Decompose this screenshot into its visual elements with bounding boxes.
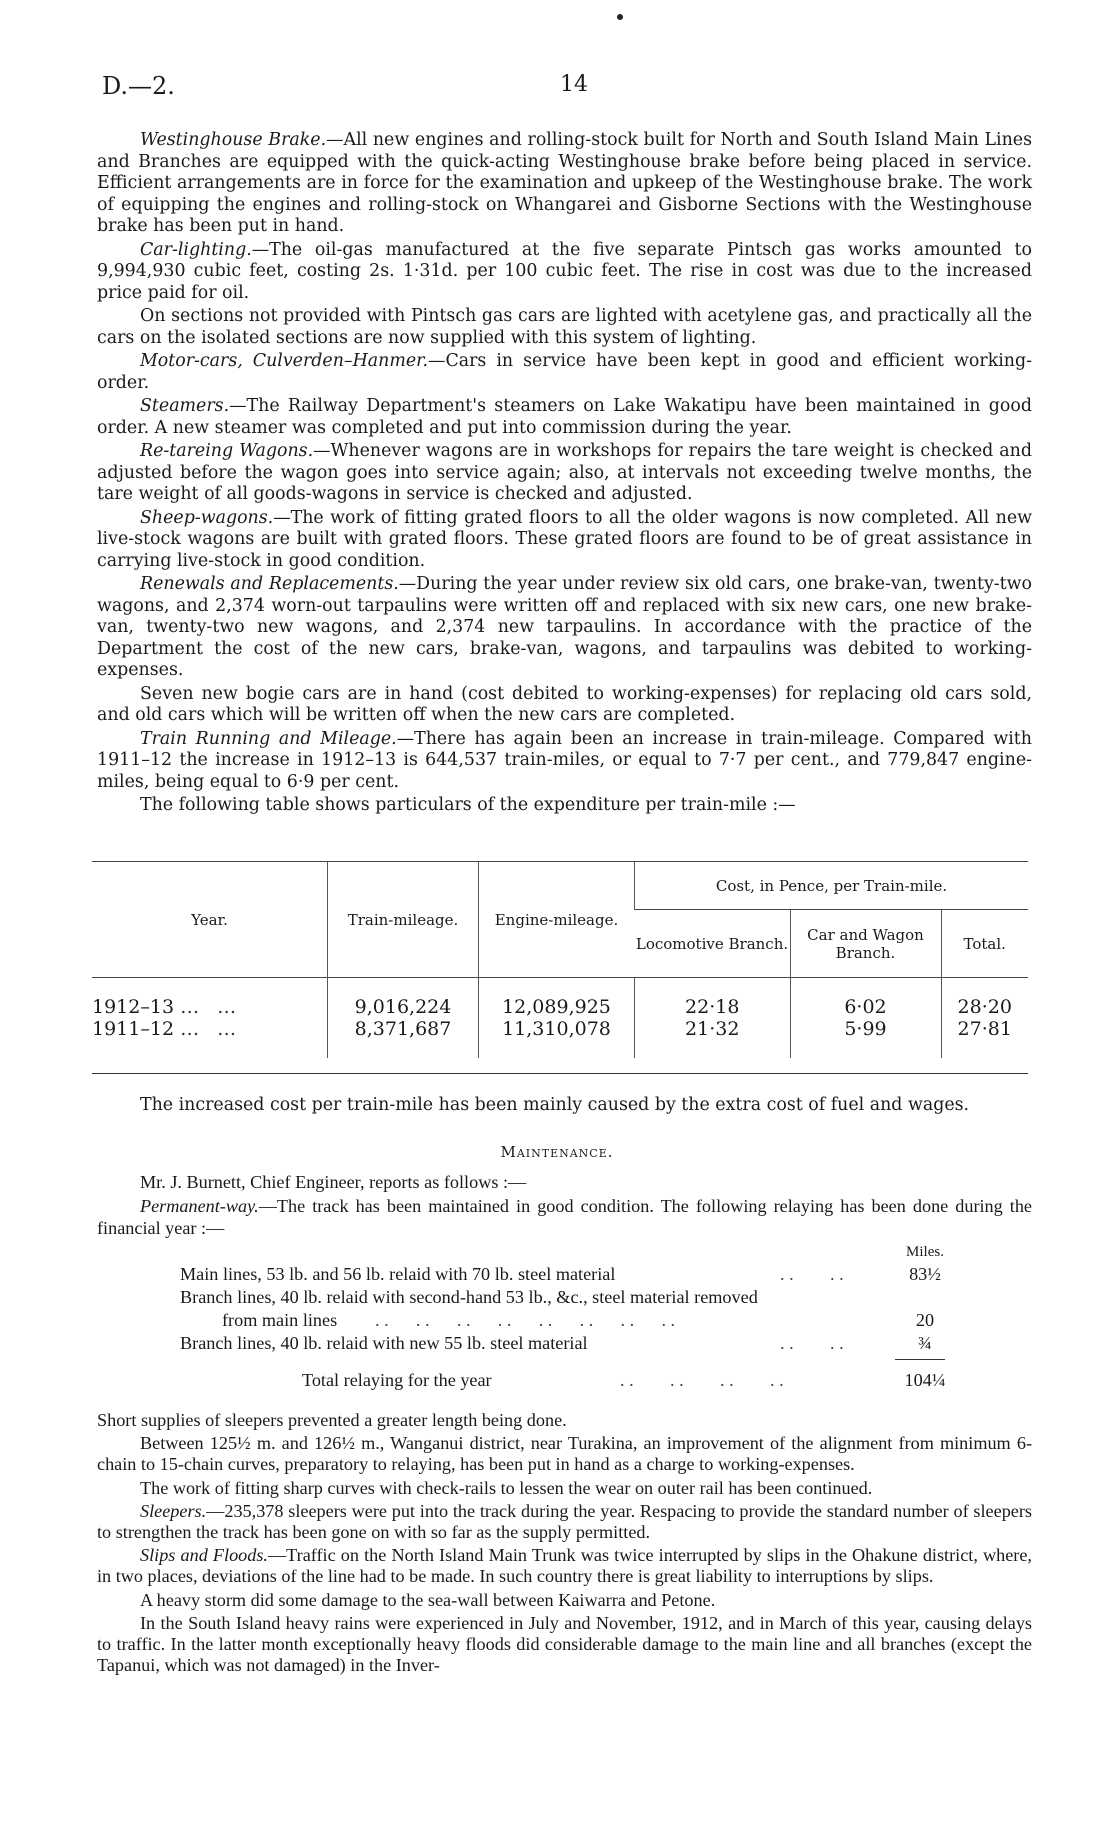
table-cell-engine: 12,089,925 (479, 978, 635, 1018)
relaying-list (180, 1244, 950, 1393)
paragraph: Sleepers.—235,378 sleepers were put into the track during the year. Respacing to provide the standard number of sleepers to strengthen the track has been gone on with so far as the supply permitted. (97, 1500, 1032, 1543)
header-total: Total. (941, 910, 1028, 978)
header-car-wagon: Car and Wagon Branch. (790, 910, 941, 978)
paragraph: Slips and Floods.—Traffic on the North Island Main Trunk was twice interrupted by slips in the Ohakune district, where, in two places, deviations of the line had to be made. In such country there is great liability to interruptions by slips. (97, 1545, 1032, 1587)
header-locomotive: Locomotive Branch. (635, 910, 791, 978)
table-cell-loco: 21·32 (635, 1018, 791, 1058)
paragraph: The following table shows particulars of the expenditure per train-mile :— (140, 795, 796, 815)
paragraph: In the South Island heavy rains were experienced in July and November, 1912, and in March of this year, causing delays to traffic. In the latter month exceptionally heavy floods did considerable damage to the main line and all branches (except the Tapanui, which was not damaged) in the Inver- (97, 1612, 1032, 1676)
paragraph: Sheep-wagons.—The work of fitting grated floors to all the older wagons is now completed. All new live-stock wagons are built with grated floors. These grated floors are found to be of great assistance in carrying live-stock in good condition. (97, 507, 1032, 571)
paragraph: Car-lighting.—The oil-gas manufactured at the five separate Pintsch gas works amounted to 9,994,930 cubic feet, costing 2s. 1·31d. per 100 cubic feet. The rise in cost was due to the increased price paid for oil. (97, 239, 1032, 303)
document-reference: D.—2. (102, 72, 175, 100)
table-cell-total: 28·20 (941, 978, 1028, 1018)
paragraph: The work of fitting sharp curves with check-rails to lessen the wear on outer rail has been continued. (140, 1477, 873, 1498)
list-item: Branch lines, 40 lb. relaid with new 55 lb. steel material . . . . ¾ (180, 1333, 932, 1353)
table-bottom-rule (92, 1073, 1028, 1074)
section-heading: Maintenance. (500, 1143, 614, 1161)
paragraph: A heavy storm did some damage to the sea-wall between Kaiwarra and Petone. (140, 1589, 716, 1610)
table-cell-car: 6·02 (790, 978, 941, 1018)
table-cell-train: 8,371,687 (328, 1018, 479, 1058)
header-cost-group: Cost, in Pence, per Train-mile. (635, 862, 1029, 910)
table-cell-car: 5·99 (790, 1018, 941, 1058)
list-item: Main lines, 53 lb. and 56 lb. relaid with 70 lb. steel material . . . . 83½ (180, 1264, 941, 1284)
paragraph: Train Running and Mileage.—There has again been an increase in train-mileage. Compared with 1911–12 the increase in 1912–13 is 644,537 train-miles, or equal to 7·7 per cent., and 779,847 engine-miles, being equal to 6·9 per cent. (97, 728, 1032, 792)
table-cell-engine: 11,310,078 (479, 1018, 635, 1058)
paragraph: Renewals and Replacements.—During the year under review six old cars, one brake-van, twenty-two wagons, and 2,374 worn-out tarpaulins were written off and replaced with six new cars, one new brake-van, twenty-two new wagons, and 2,374 new tarpaulins. In accordance with the practice of the Department the cost of the new cars, brake-van, wagons, and tarpaulins was debited to working-expenses. (97, 574, 1032, 680)
table-row-year: 1912–13 … … (92, 996, 243, 1018)
body-text-bottom (97, 1410, 1032, 1678)
sum-rule (895, 1359, 945, 1360)
paragraph: Re-tareing Wagons.—Whenever wagons are in workshops for repairs the tare weight is checked and adjusted before the wagon goes into service again; also, at intervals not exceeding twelve months, the tare weight of all goods-wagons in service is checked and adjusted. (97, 441, 1033, 504)
table-cell-train: 9,016,224 (328, 978, 479, 1018)
paragraph: Westinghouse Brake.—All new engines and rolling-stock built for North and South Island Main Lines and Branches are equipped with the quick-acting Westinghouse brake before being placed in service. Efficient arrangements are in force for the examination and upkeep of the Westinghouse brake. The work of equipping the engines and rolling-stock on Whangarei and Gisborne Sections with the Westinghouse brake has been put in hand. (97, 130, 1032, 236)
paragraph: Motor-cars, Culverden–Hanmer.—Cars in service have been kept in good and efficient working-order. (97, 351, 1033, 393)
table-cell-loco: 22·18 (635, 978, 791, 1018)
speck-mark (617, 14, 623, 20)
body-text-top (97, 130, 1032, 819)
paragraph: Mr. J. Burnett, Chief Engineer, reports as follows :— (140, 1172, 527, 1192)
table-row-year: 1911–12 … … (92, 1018, 243, 1040)
list-item: Branch lines, 40 lb. relaid with second-hand 53 lb., &c., steel material removed (180, 1287, 758, 1307)
list-item: from main lines . . . . . . . . . . . . . . . . 20 (222, 1310, 935, 1330)
paragraph: Seven new bogie cars are in hand (cost debited to working-expenses) for replacing old cars sold, and old cars which will be written off when the new cars are completed. (97, 683, 1032, 725)
paragraph: Between 125½ m. and 126½ m., Wanganui district, near Turakina, an improvement of the alignment from minimum 6-chain to 15-chain curves, preparatory to relaying, has been put in hand as a charge to working-expenses. (97, 1433, 1032, 1475)
miles-unit: Miles. (906, 1244, 944, 1260)
page-number: 14 (560, 72, 588, 97)
body-text-maintenance (97, 1172, 1032, 1241)
header-engine-mileage: Engine-mileage. (479, 862, 635, 978)
paragraph: Steamers.—The Railway Department's steamers on Lake Wakatipu have been maintained in good order. A new steamer was completed and put into commission during the year. (97, 396, 1032, 438)
paragraph: Short supplies of sleepers prevented a greater length being done. (97, 1410, 567, 1430)
paragraph: On sections not provided with Pintsch gas cars are lighted with acetylene gas, and practically all the cars on the isolated sections are now supplied with this system of lighting. (97, 306, 1032, 348)
table-cell-total: 27·81 (941, 1018, 1028, 1058)
total-row: Total relaying for the year . . . . . . . . 104¼ (302, 1370, 946, 1390)
expenditure-table (92, 861, 1028, 1058)
table-note: The increased cost per train-mile has been mainly caused by the extra cost of fuel and wages. (140, 1095, 970, 1115)
paragraph: Permanent-way.—The track has been maintained in good condition. The following relaying has been done during the financial year :— (97, 1195, 1032, 1238)
header-year: Year. (92, 862, 328, 978)
header-train-mileage: Train-mileage. (328, 862, 479, 978)
